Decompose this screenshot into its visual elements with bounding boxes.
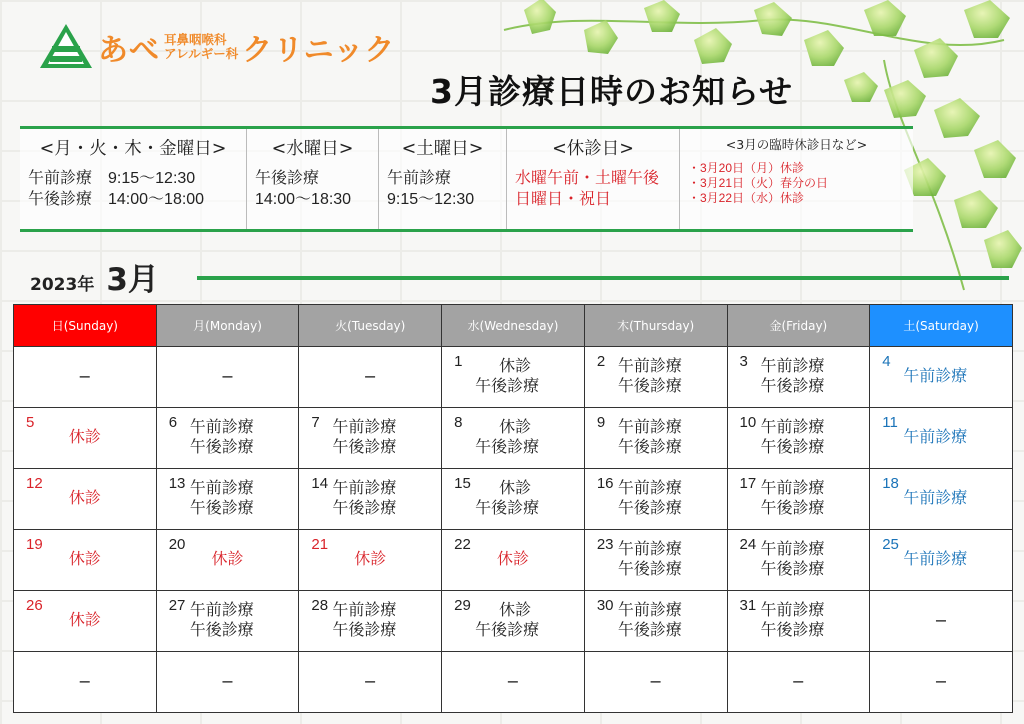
day-number: 6 — [168, 414, 178, 431]
day-number: 22 — [454, 536, 471, 553]
calendar-day-cell — [727, 408, 870, 469]
info-line: 午前診療 9:15〜12:30 — [28, 170, 196, 187]
day-number: 12 — [26, 475, 43, 492]
empty-day-dash: − — [220, 367, 235, 386]
calendar-year: 2023年 — [30, 275, 95, 295]
day-service-text: 午前診療 午後診療 — [760, 480, 825, 517]
calendar-week-row — [14, 652, 1013, 713]
calendar-day-cell — [442, 347, 585, 408]
empty-day-dash: − — [78, 672, 92, 691]
day-service-text: 午前診療 午後診療 — [760, 358, 825, 395]
empty-day-dash: − — [220, 672, 235, 691]
calendar-day-cell — [442, 408, 585, 469]
clinic-dept-allergy: アレルギー科 — [164, 46, 239, 61]
day-number: 16 — [596, 475, 614, 492]
day-number: 24 — [739, 536, 757, 553]
day-service-text: 休診 — [496, 551, 529, 568]
calendar-day-cell — [727, 530, 870, 591]
day-number: 4 — [882, 353, 891, 370]
calendar-day-cell — [584, 530, 727, 591]
info-line: 午前診療 — [387, 170, 452, 187]
calendar-day-cell — [156, 469, 299, 530]
info-line: 水曜午前・土曜午後 — [515, 170, 660, 187]
info-line: ・3月22日（水）休診 — [688, 191, 805, 205]
calendar-day-cell — [870, 652, 1013, 713]
info-line: 9:15〜12:30 — [387, 191, 475, 208]
info-col-weekday — [20, 129, 247, 229]
day-service-text: 休診 — [68, 429, 101, 446]
calendar-day-cell — [727, 591, 870, 652]
day-service-text: 午前診療 午後診療 — [189, 602, 254, 639]
calendar-day-cell — [14, 530, 157, 591]
empty-day-dash: − — [934, 672, 948, 691]
info-heading-weekday: <月・火・木・金曜日> — [39, 139, 227, 159]
calendar-day-cell — [584, 469, 727, 530]
calendar-day-cell — [156, 652, 299, 713]
empty-day-dash: − — [363, 367, 377, 386]
weekday-header-tuesday: 火(Tuesday) — [299, 305, 442, 347]
calendar-day-cell — [584, 652, 727, 713]
day-service-text: 午前診療 午後診療 — [189, 480, 254, 517]
day-number: 26 — [26, 597, 43, 614]
calendar-table — [13, 304, 1013, 713]
calendar-day-cell — [14, 591, 157, 652]
calendar-day-cell — [442, 591, 585, 652]
day-number: 13 — [168, 475, 186, 492]
calendar-day-cell — [584, 347, 727, 408]
info-line: 午後診療 — [255, 170, 320, 187]
weekday-header-monday: 月(Monday) — [156, 305, 299, 347]
day-number: 31 — [739, 597, 757, 614]
clinic-name-main: あべ — [98, 33, 160, 68]
calendar-day-cell — [727, 347, 870, 408]
day-service-text: 午前診療 午後診療 — [617, 480, 682, 517]
day-number: 7 — [311, 414, 320, 431]
day-service-text: 休診 — [354, 551, 387, 568]
calendar-day-cell — [870, 408, 1013, 469]
calendar-day-cell — [870, 530, 1013, 591]
calendar-day-cell — [584, 408, 727, 469]
day-service-text: 午前診療 午後診療 — [617, 602, 682, 639]
day-number: 10 — [739, 414, 757, 431]
calendar-day-cell — [156, 530, 299, 591]
day-service-text: 休診 — [68, 490, 101, 507]
info-line: 14:00〜18:30 — [255, 191, 352, 208]
day-service-text: 休診 — [211, 551, 244, 568]
calendar-day-cell — [299, 469, 442, 530]
day-number: 21 — [311, 536, 329, 553]
info-line: ・3月20日（月）休診 — [688, 161, 805, 175]
day-service-text: 午前診療 — [903, 490, 968, 507]
empty-day-dash: − — [648, 672, 663, 691]
calendar-day-cell — [299, 652, 442, 713]
day-number: 3 — [739, 353, 748, 370]
day-number: 30 — [596, 597, 614, 614]
empty-day-dash: − — [934, 611, 948, 630]
info-line: 午後診療 14:00〜18:00 — [28, 191, 205, 208]
weekday-header-sunday: 日(Sunday) — [14, 305, 157, 347]
day-service-text: 午前診療 — [903, 368, 968, 385]
calendar-heading — [30, 254, 159, 299]
calendar-week-row — [14, 408, 1013, 469]
day-service-text: 午前診療 午後診療 — [617, 358, 682, 395]
calendar-day-cell — [727, 469, 870, 530]
day-service-text: 午前診療 午後診療 — [332, 602, 397, 639]
info-line: 日曜日・祝日 — [515, 191, 612, 208]
day-service-text: 午前診療 午後診療 — [617, 541, 682, 578]
day-service-text: 休診 午後診療 — [475, 480, 540, 517]
day-service-text: 午前診療 午後診療 — [332, 419, 397, 456]
calendar-week-row — [14, 530, 1013, 591]
day-service-text: 午前診療 午後診療 — [617, 419, 682, 456]
day-number: 8 — [454, 414, 463, 431]
day-number: 15 — [454, 475, 471, 492]
calendar-day-cell — [299, 591, 442, 652]
day-service-text: 休診 午後診療 — [475, 358, 540, 395]
calendar-day-cell — [442, 530, 585, 591]
day-service-text: 午前診療 午後診療 — [760, 602, 825, 639]
day-service-text: 午前診療 午後診療 — [189, 419, 254, 456]
calendar-day-cell — [156, 591, 299, 652]
calendar-day-cell — [14, 652, 157, 713]
day-service-text: 休診 — [68, 551, 101, 568]
calendar-day-cell — [442, 652, 585, 713]
empty-day-dash: − — [506, 672, 520, 691]
info-col-wednesday — [247, 129, 379, 229]
info-col-temporary-closure — [680, 129, 913, 229]
empty-day-dash: − — [78, 367, 92, 386]
day-number: 28 — [311, 597, 329, 614]
day-number: 17 — [739, 475, 757, 492]
day-number: 29 — [454, 597, 471, 614]
page-title: 3月診療日時のお知らせ — [430, 72, 793, 111]
calendar-day-cell — [870, 591, 1013, 652]
calendar-day-cell — [299, 408, 442, 469]
calendar-day-cell — [14, 408, 157, 469]
clinic-name-tail: クリニック — [242, 33, 396, 68]
info-heading-wednesday: <水曜日> — [271, 139, 354, 159]
calendar-week-row — [14, 591, 1013, 652]
day-number: 5 — [26, 414, 35, 431]
info-line: ・3月21日（火）春分の日 — [688, 176, 829, 190]
calendar-day-cell — [14, 469, 157, 530]
day-number: 25 — [882, 536, 899, 553]
day-number: 2 — [596, 353, 606, 370]
day-service-text: 午前診療 — [903, 551, 968, 568]
day-service-text: 午前診療 午後診療 — [760, 419, 825, 456]
calendar-day-cell — [870, 347, 1013, 408]
empty-day-dash: − — [791, 672, 806, 691]
calendar-day-cell — [156, 408, 299, 469]
calendar-day-cell — [156, 347, 299, 408]
calendar-day-cell — [442, 469, 585, 530]
day-service-text: 休診 午後診療 — [475, 602, 540, 639]
weekday-header-thursday: 木(Thursday) — [584, 305, 727, 347]
clinic-name-sub — [164, 33, 238, 61]
day-number: 14 — [311, 475, 329, 492]
weekday-header-saturday: 土(Saturday) — [870, 305, 1013, 347]
info-heading-temporary: <3月の臨時休診日など> — [725, 137, 868, 152]
day-service-text: 午前診療 午後診療 — [332, 480, 397, 517]
day-number: 18 — [882, 475, 899, 492]
day-number: 27 — [168, 597, 186, 614]
calendar-day-cell — [870, 469, 1013, 530]
heading-divider — [197, 276, 1009, 280]
day-number: 20 — [168, 536, 186, 553]
calendar-month: 3月 — [106, 262, 159, 298]
day-number: 1 — [454, 353, 463, 370]
calendar-day-cell — [299, 347, 442, 408]
weekday-header-wednesday: 水(Wednesday) — [442, 305, 585, 347]
calendar-week-row — [14, 469, 1013, 530]
weekday-header-friday: 金(Friday) — [727, 305, 870, 347]
info-heading-closed: <休診日> — [552, 139, 634, 159]
calendar-week-row — [14, 347, 1013, 408]
weekday-header-row — [14, 305, 1013, 347]
day-number: 9 — [596, 414, 606, 431]
clinic-emblem-icon — [38, 22, 94, 72]
day-service-text: 休診 — [68, 612, 101, 629]
day-service-text: 午前診療 — [903, 429, 968, 446]
day-service-text: 午前診療 午後診療 — [760, 541, 825, 578]
day-service-text: 休診 午後診療 — [475, 419, 540, 456]
info-col-closed — [507, 129, 680, 229]
empty-day-dash: − — [363, 672, 377, 691]
info-heading-saturday: <土曜日> — [401, 139, 484, 159]
hours-info-box — [20, 126, 913, 232]
info-col-saturday — [379, 129, 507, 229]
calendar-body — [14, 347, 1013, 713]
day-number: 11 — [882, 414, 898, 431]
clinic-logo — [38, 22, 395, 72]
calendar-day-cell — [727, 652, 870, 713]
day-number: 23 — [596, 536, 614, 553]
calendar-day-cell — [584, 591, 727, 652]
calendar-day-cell — [14, 347, 157, 408]
clinic-dept-ent: 耳鼻咽喉科 — [164, 32, 227, 47]
day-number: 19 — [26, 536, 43, 553]
calendar-day-cell — [299, 530, 442, 591]
